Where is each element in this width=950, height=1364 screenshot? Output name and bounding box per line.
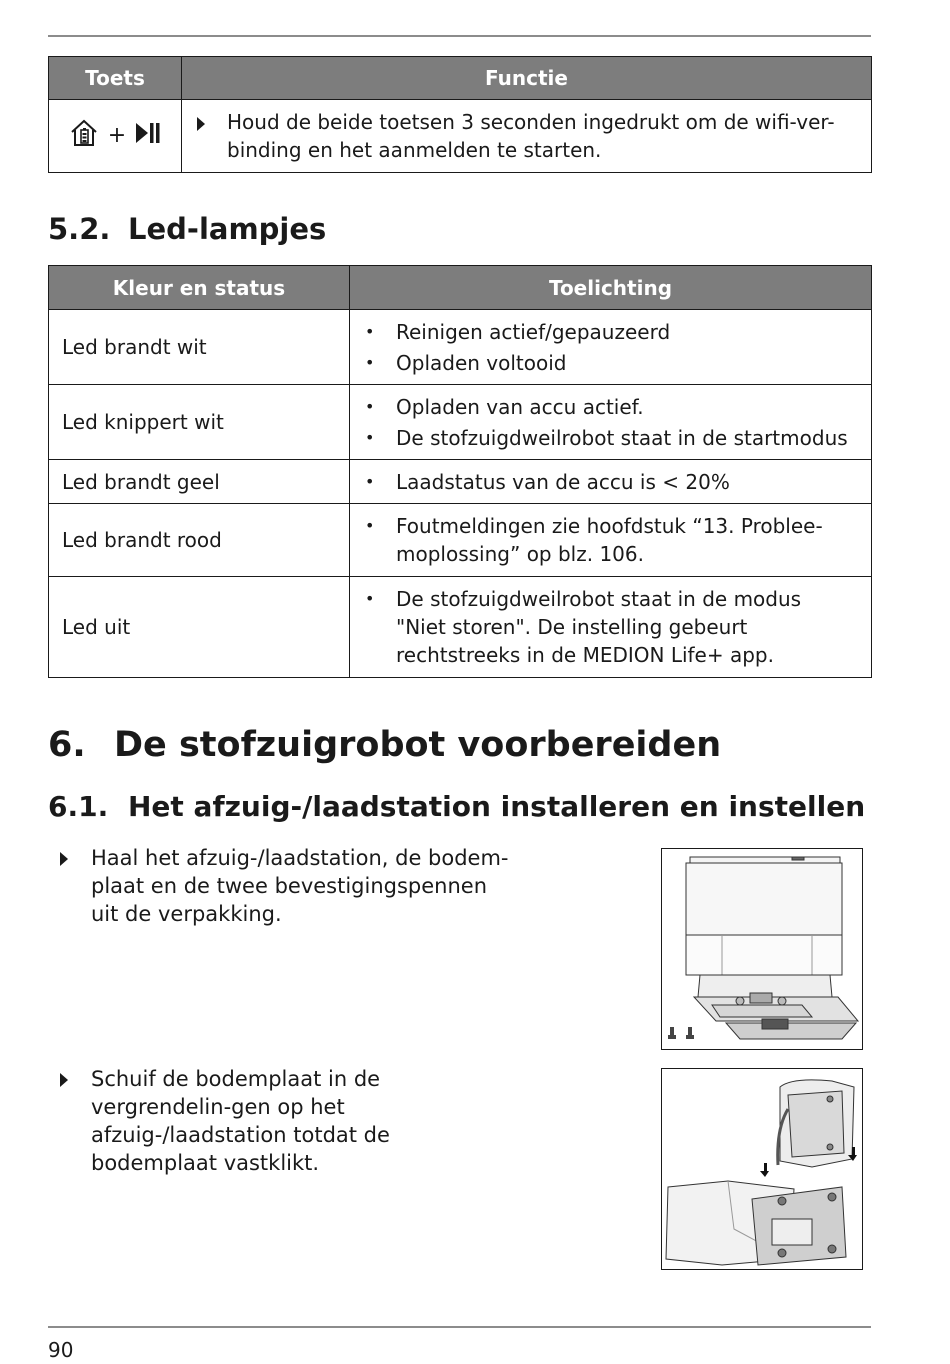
status-cell: Led brandt geel — [49, 460, 350, 504]
table-header-explanation: Toelichting — [350, 266, 872, 310]
list-item-text: De stofzuigdweilrobot staat in de modus "Niet storen". De instelling gebeurt rechtstreeks in de MEDION Life+ app. — [396, 587, 802, 667]
table-header-key: Toets — [49, 57, 182, 100]
key-combination-cell — [49, 100, 182, 173]
section-number: 6.1. — [48, 790, 109, 823]
list-item — [362, 424, 861, 452]
explanation-cell — [350, 385, 872, 460]
list-item — [362, 468, 861, 496]
explanation-cell — [350, 504, 872, 577]
arrow-bullet-icon — [60, 1073, 68, 1087]
page-number: 90 — [48, 1338, 74, 1362]
plus-sign: + — [107, 123, 127, 148]
list-item — [362, 318, 861, 346]
chapter-title: De stofzuigrobot voorbereiden — [114, 725, 722, 765]
list-item — [362, 349, 861, 377]
step-text: Haal het afzuig-/laadstation, de bodem-plaat en de twee bevestigingspennen uit de verpakking. — [91, 846, 509, 926]
base-plate-drawing — [662, 1069, 862, 1269]
function-cell — [182, 100, 872, 173]
top-rule — [48, 35, 871, 37]
key-function-table — [48, 56, 872, 173]
station-parts-illustration — [661, 848, 863, 1050]
list-item — [362, 512, 831, 568]
table-header-function: Functie — [182, 57, 872, 100]
chapter-heading-6 — [48, 725, 721, 765]
list-item-text: Laadstatus van de accu is < 20% — [396, 469, 730, 494]
list-item-text: Foutmeldingen zie hoofdstuk “13. Problee-moplossing” op blz. 106. — [396, 514, 823, 566]
list-item — [362, 393, 861, 421]
explanation-cell — [350, 577, 872, 678]
list-item-text: Opladen voltooid — [396, 350, 567, 375]
home-battery-icon — [69, 118, 99, 155]
bottom-rule — [48, 1326, 871, 1328]
instruction-step — [48, 1065, 518, 1177]
table-row — [49, 385, 872, 460]
list-item — [362, 585, 857, 669]
explanation-cell — [350, 460, 872, 504]
chapter-number: 6. — [48, 725, 86, 765]
arrow-bullet-icon — [197, 117, 205, 131]
section-title: Het afzuig-/laadstation installeren en instellen — [128, 790, 866, 823]
section-heading-5-2 — [48, 212, 326, 246]
table-row — [49, 460, 872, 504]
list-item-text: Reinigen actief/gepauzeerd — [396, 319, 671, 344]
section-title: Led-lampjes — [128, 212, 327, 246]
step-text: Schuif de bodemplaat in de vergrendelin-gen op het afzuig-/laadstation totdat de bodemplaat vastklikt. — [91, 1067, 390, 1175]
table-row — [49, 577, 872, 678]
status-cell: Led brandt rood — [49, 504, 350, 577]
status-cell: Led knippert wit — [49, 385, 350, 460]
section-heading-6-1 — [48, 790, 865, 823]
arrow-bullet-icon — [60, 852, 68, 866]
status-cell: Led brandt wit — [49, 310, 350, 385]
table-header-status: Kleur en status — [49, 266, 350, 310]
function-text: Houd de beide toetsen 3 seconden ingedrukt om de wifi-ver-binding en het aanmelden te starten. — [227, 110, 835, 162]
list-item-text: De stofzuigdweilrobot staat in de startmodus — [396, 425, 848, 450]
section-number: 5.2. — [48, 212, 111, 246]
instruction-step — [48, 844, 518, 928]
explanation-cell — [350, 310, 872, 385]
table-row — [49, 504, 872, 577]
table-row — [49, 310, 872, 385]
led-status-table — [48, 265, 872, 678]
base-plate-mounting-illustration — [661, 1068, 863, 1270]
station-parts-drawing — [662, 849, 862, 1049]
status-cell: Led uit — [49, 577, 350, 678]
list-item-text: Opladen van accu actief. — [396, 394, 644, 419]
play-pause-icon — [135, 121, 161, 152]
